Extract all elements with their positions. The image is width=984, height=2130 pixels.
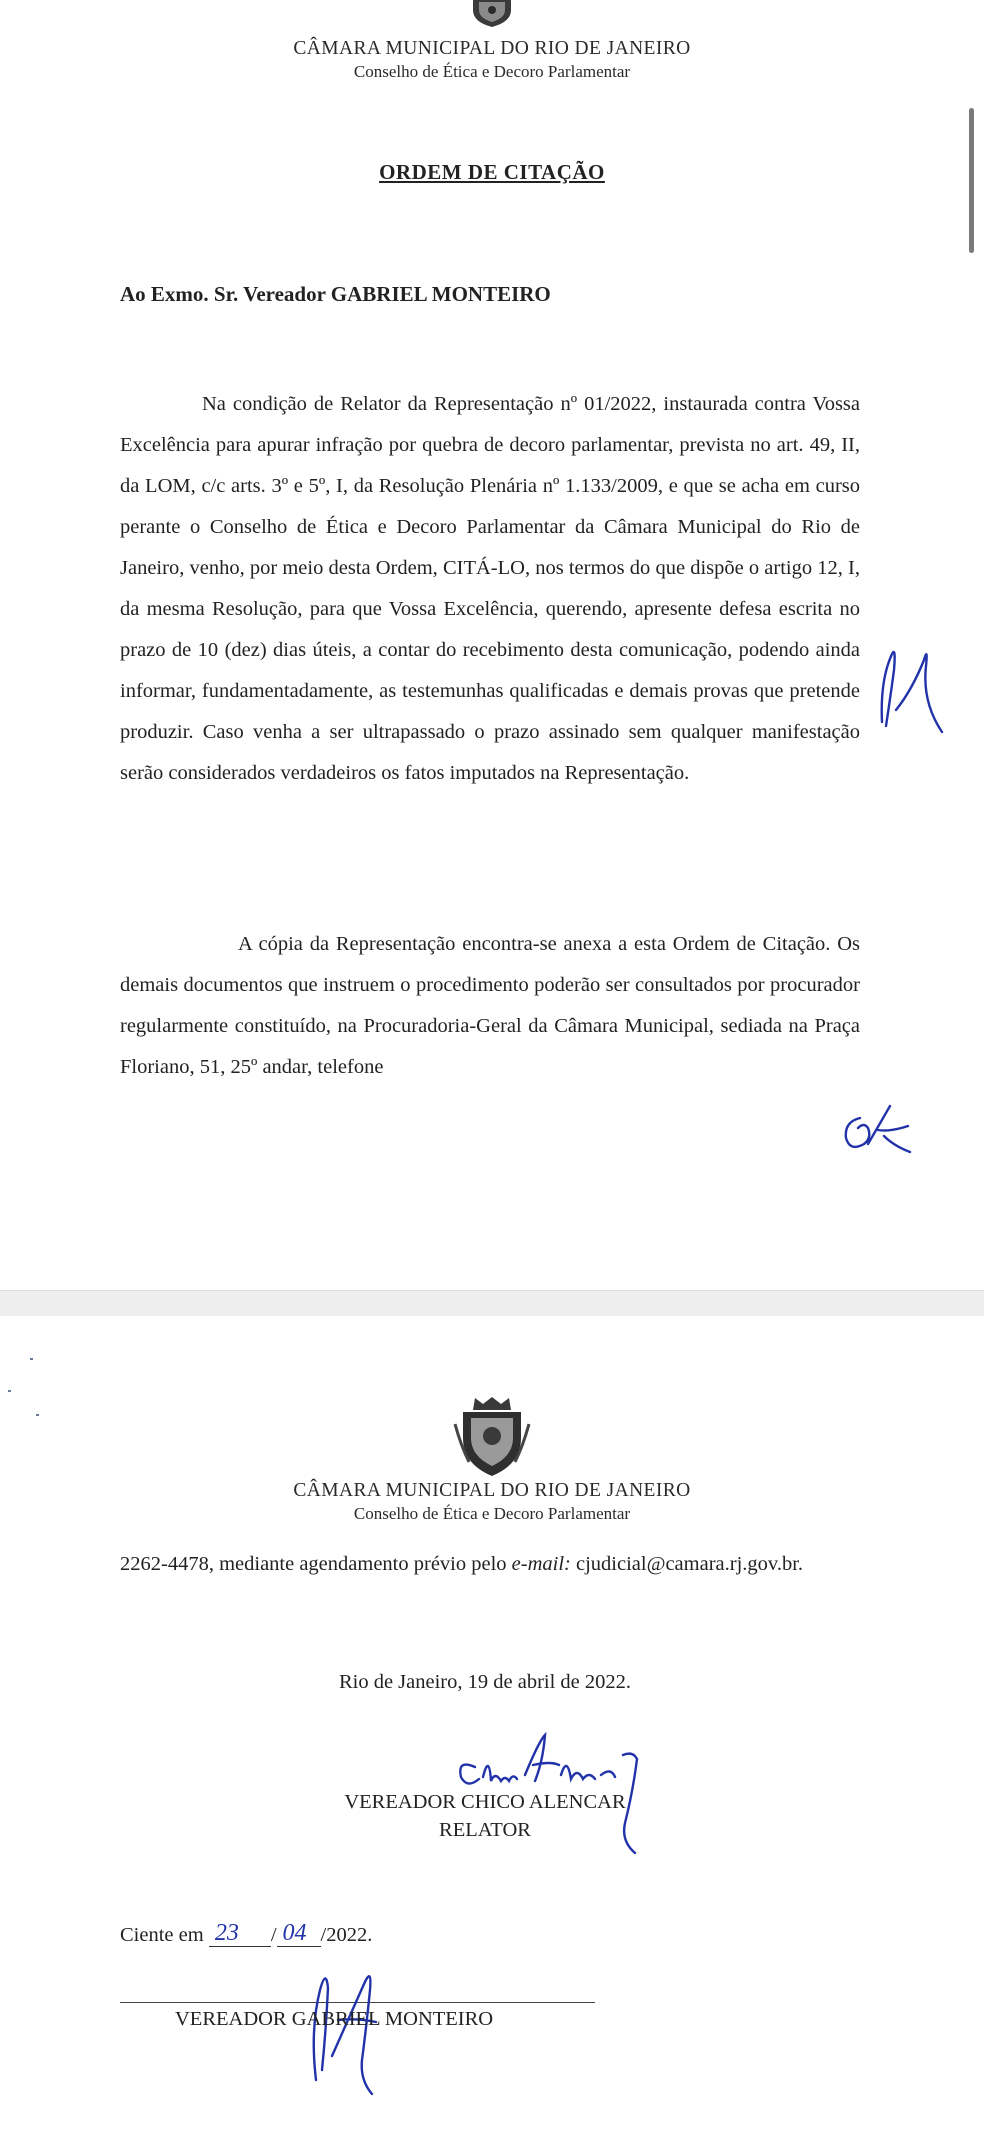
council-name: Conselho de Ética e Decoro Parlamentar xyxy=(353,62,631,81)
ack-year: /2022. xyxy=(320,1924,373,1946)
document-title: ORDEM DE CITAÇÃO xyxy=(379,160,605,184)
letterhead xyxy=(0,38,984,82)
paragraph-1-text: Na condição de Relator da Representação nº 01/2022, instaurada contra Vossa Excelência para apurar infração por quebra de decoro parlamentar, prevista no art. 49, II, da LOM, c/c arts. 3º e 5º, I, da Resolução Plenária nº 1.133/2009, e que se acha em curso perante o Conselho de Ética e Decoro Parlamentar da Câmara Municipal do Rio de Janeiro, venho, por meio desta Ordem, CITÁ-LO, nos termos do que dispõe o artigo 12, I, da mesma Resolução, para que Vossa Excelência, querendo, apresente defesa escrita no prazo de 10 (dez) dias úteis, a contar do recebimento desta comunicação, podendo ainda informar, fundamentadamente, as testemunhas qualificadas e demais provas que pretende produzir. Caso venha a ser ultrapassado o prazo assinado sem qualquer manifestação serão considerados verdadeiros os fatos imputados na Representação. xyxy=(120,393,860,784)
acknowledgement-label: Ciente em xyxy=(120,1924,204,1946)
ack-day-value: 23 xyxy=(214,1920,239,1946)
acknowledgement-line: Ciente em 23 / 04 /2022. xyxy=(120,1920,373,1946)
continuation-text xyxy=(120,1544,860,1585)
acknowledgement-name: VEREADOR GABRIEL MONTEIRO xyxy=(175,2008,494,2030)
institution-name: CÂMARA MUNICIPAL DO RIO DE JANEIRO xyxy=(293,1480,691,1501)
email-address: cjudicial@camara.rj.gov.br. xyxy=(576,1553,804,1575)
email-label: e-mail: xyxy=(511,1553,571,1575)
margin-initials-signature xyxy=(872,640,962,740)
margin-initials-signature-2 xyxy=(838,1100,918,1160)
signatory-block xyxy=(0,1788,970,1844)
council-name: Conselho de Ética e Decoro Parlamentar xyxy=(353,1504,631,1523)
continuation-paragraph xyxy=(120,1544,860,1585)
continuation-pre: 2262-4478, mediante agendamento prévio pelo xyxy=(120,1553,512,1575)
ack-day xyxy=(209,1920,271,1947)
coat-of-arms-icon xyxy=(453,1396,531,1478)
ack-month-value: 04 xyxy=(282,1920,307,1946)
scan-speck xyxy=(8,1390,11,1392)
coat-of-arms-icon xyxy=(469,0,515,28)
place-date: Rio de Janeiro, 19 de abril de 2022. xyxy=(338,1671,632,1693)
scan-speck xyxy=(36,1414,39,1416)
institution-name: CÂMARA MUNICIPAL DO RIO DE JANEIRO xyxy=(293,38,691,59)
addressee: Ao Exmo. Sr. Vereador GABRIEL MONTEIRO xyxy=(120,282,551,306)
ack-month xyxy=(277,1920,321,1947)
paragraph-1 xyxy=(120,384,860,794)
paragraph-2-text: A cópia da Representação encontra-se anexa a esta Ordem de Citação. Os demais documentos que instruem o procedimento poderão ser consultados por procurador regularmente constituído, na Procuradoria-Geral da Câmara Municipal, sediada na Praça Floriano, 51, 25º andar, telefone xyxy=(120,933,860,1078)
signatory-name: VEREADOR CHICO ALENCAR xyxy=(344,1791,626,1813)
signatory-role: RELATOR xyxy=(439,1819,531,1841)
page-separator xyxy=(0,1290,984,1318)
letterhead xyxy=(0,1480,984,1524)
paragraph-2 xyxy=(120,924,860,1088)
scan-speck xyxy=(30,1358,33,1360)
